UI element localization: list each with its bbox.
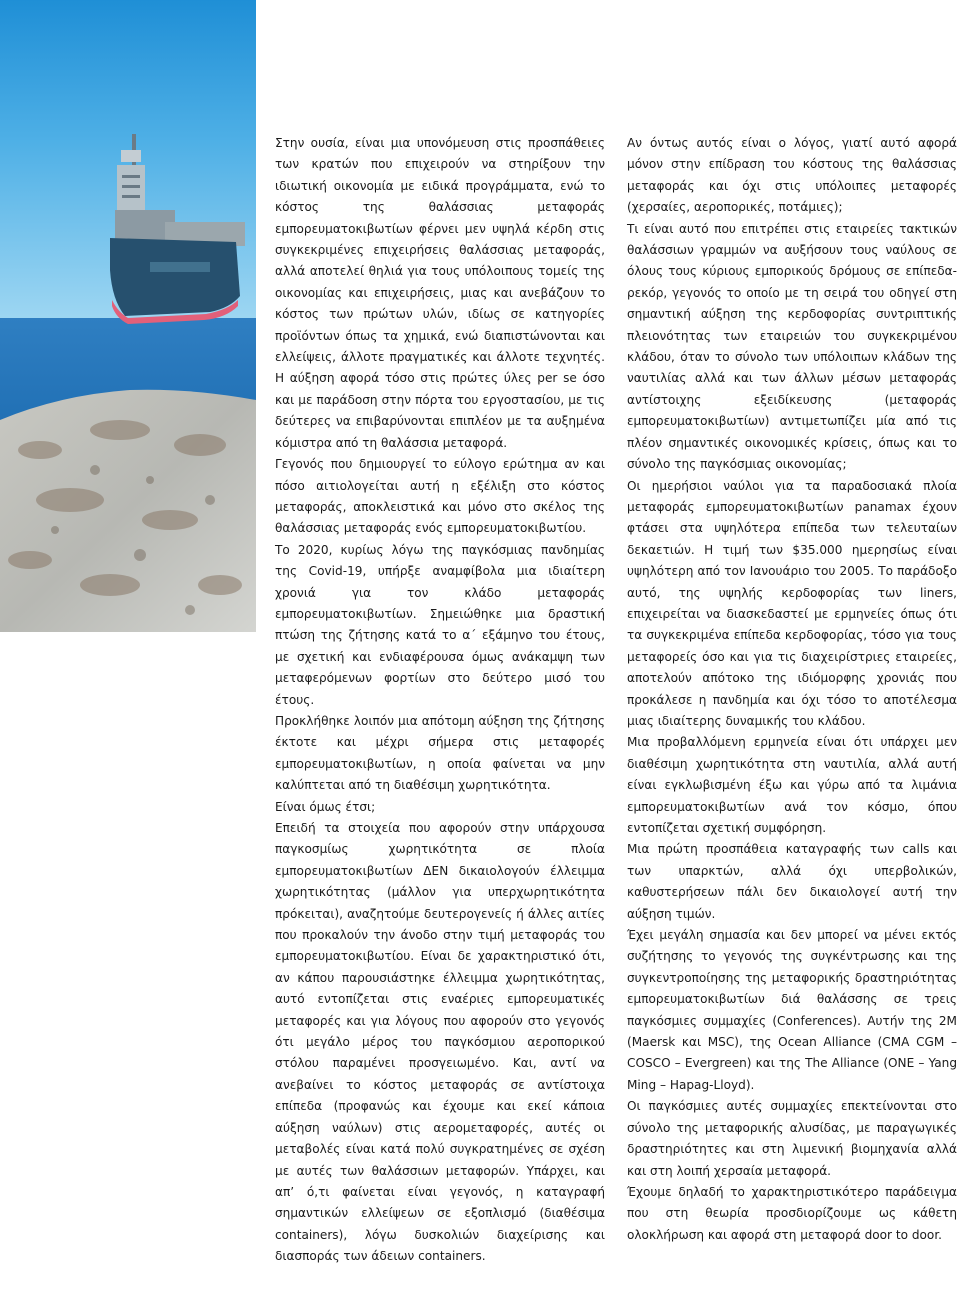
paragraph: Οι ημερήσιοι ναύλοι για τα παραδοσιακά πλοία μεταφοράς εμπορευματοκιβωτίων panamax έχουν φτάσει στα υψηλότερα επίπεδα των τελευταίων δεκαετιών. Η τιμή των $35.000 ημερησίως είναι υψηλότερη από τον Ιανουάριο του 2005. Το παράδοξο αυτό, της υψηλής κερδοφορίας των liners, επιχειρείται να διασκεδαστεί με ερμηνείες όπως ότι τα συγκεκριμένα επίπεδα κερδοφορίας, τόσο για τους μεταφορείς όσο και για τις διαχειρίστριες εταιρείες, αποτελούν απότοκο της ιδιόμορφης χρονιάς που προκάλεσε η πανδημία και όχι τόσο το αποτέλεσμα μιας ιδιαίτερης δυναμικής του κλάδου. [627,478,957,728]
paragraph: Οι παγκόσμιες αυτές συμμαχίες επεκτείνονται στο σύνολο της μεταφορικής αλυσίδας, με παραγωγικές δραστηριότητες και στη λιμενική βιομηχανία αλλά και στη λοιπή χερσαία μεταφορά. [627,1099,957,1178]
paragraph: Επειδή τα στοιχεία που αφορούν στην υπάρχουσα παγκοσμίως χωρητικότητα σε πλοία εμπορευματοκιβωτίων ΔΕΝ δικαιολογούν έλλειμμα χωρητικότητας (μάλλον για υπερχωρητικότητα πρόκειται), αναζητούμε δευτερογενείς ή άλλες αιτίες που προκαλούν την άνοδο στην τιμή μεταφοράς του εμπορευματοκιβωτίου. Είναι δε χαρακτηριστικό ότι, αν κάπου παρουσιάστηκε έλλειμμα χωρητικότητας, αυτό εντοπίζεται στις εναέριες εμπορευματικές μεταφορές και για λόγους που αφορούν στο γεγονός ότι μεγάλο μέρος του παγκόσμιου αεροπορικού στόλου παραμένει προσγειωμένο. Και, αντί να ανεβαίνει το κόστος μεταφοράς σε αντίστοιχα επίπεδα (προφανώς και έχουμε και εκεί κάποια αύξηση ναύλων) στις αερομεταφορές, αυτές οι μεταβολές είναι κατά πολύ συγκρατημένες σε σχέση με αυτές των θαλάσσιων μεταφορών. Υπάρχει, και απ’ ό,τι φαίνεται είναι γεγονός, η καταγραφή σημαντικών ελλείψεων σε εξοπλισμό (διαθέσιμα containers), λόγω δυσκολιών διαχείρισης και διασποράς των άδειων containers. [275,821,605,1264]
paragraph: Γεγονός που δημιουργεί το εύλογο ερώτημα αν και πόσο αιτιολογείται αυτή η εξέλιξη στο κόστος μεταφοράς, αποκλειστικά και μόνο στο σκέλος της θαλάσσιας μεταφοράς ενός εμπορευματοκιβωτίου. [275,457,605,536]
paragraph: Προκλήθηκε λοιπόν μια απότομη αύξηση της ζήτησης έκτοτε και μέχρι σήμερα στις μεταφορές εμπορευματοκιβωτίων, η οποία φαίνεται να μην καλύπτεται από τη διαθέσιμη χωρητικότητα. [275,713,605,793]
ship-photo-illustration [0,0,256,632]
paragraph: Μια προβαλλόμενη ερμηνεία είναι ότι υπάρχει μεν διαθέσιμη χωρητικότητα στη ναυτιλία, αλλά αυτή είναι εγκλωβισμένη έξω και γύρω από τα λιμάνια εμπορευματοκιβωτίων ανά τον κόσμο, όπου εντοπίζεται σχετική συμφόρηση. [627,735,957,835]
paragraph: Μια πρώτη προσπάθεια καταγραφής των calls και των υπαρκτών, αλλά όχι υπερβολικών, καθυστερήσεων πάλι δεν δικαιολογεί αυτή την αύξηση τιμών. [627,842,957,921]
paragraph: Τι είναι αυτό που επιτρέπει στις εταιρείες τακτικών θαλάσσιων γραμμών να αυξήσουν τους ναύλους σε όλους τους κύριους εμπορικούς δρόμους σε επίπεδα-ρεκόρ, γεγονός το οποίο με τη σειρά του οδηγεί στη σημαντική αύξηση της κερδοφορίας συντριπτικής πλειονότητας των εταιρειών του συγκεκριμένου κλάδου, όταν το σύνολο των υπόλοιπων κλάδων της ναυτιλίας αλλά και των άλλων μέσων μεταφοράς αντίστοιχης εξειδίκευσης (μεταφοράς εμπορευματοκιβωτίων) αντιμετωπίζει μία από τις πλέον σημαντικές οικονομικές κρίσεις, όπως και το σύνολο της παγκόσμιας οικονομίας; [627,221,957,472]
article-column-left [275,133,605,1268]
paragraph: Είναι όμως έτσι; [275,799,376,814]
paragraph: Στην ουσία, είναι μια υπονόμευση στις προσπάθειες των κρατών που επιχειρούν να στηρίξουν την ιδιωτική οικονομία με ειδικά προγράμματα, ενώ το κόστος της θαλάσσιας μεταφοράς εμπορευματοκιβωτίων φέρνει μεν υψηλά κέρδη στις συγκεκριμένες επιχειρήσεις θαλάσσιας μεταφοράς, αλλά αποτελεί θηλιά για τους υπόλοιπους τομείς της οικονομίας και επιχειρήσεις, μιας και ανεβάζουν το κόστος των πρώτων υλών, ιδίως σε κατηγορίες προϊόντων όπως τα χημικά, ενώ διαπιστώνονται και ελλείψεις, άλλοτε πραγματικές και άλλοτε τεχνητές. Η αύξηση αφορά τόσο στις πρώτες ύλες per se όσο και με παράδοση στην πόρτα του εργοστασίου, με τις δεύτερες να επιβαρύνονται επιπλέον με τα αυξημένα κόμιστρα από τη θαλάσσια μεταφορά. [275,136,605,450]
paragraph: Το 2020, κυρίως λόγω της παγκόσμιας πανδημίας της Covid-19, υπήρξε αναμφίβολα μια ιδιαίτερη χρονιά για τον κλάδο μεταφοράς εμπορευματοκιβωτίων. Σημειώθηκε μια δραστική πτώση της ζήτησης κατά το α΄ εξάμηνο του έτους, με σχετική και ενδιαφέρουσα όμως ανάκαμψη των μεταφερόμενων φορτίων στο δεύτερο μισό του έτους. [275,542,605,707]
ship-photo [0,0,256,632]
paragraph: Αν όντως αυτός είναι ο λόγος, γιατί αυτό αφορά μόνον στην επίδραση του κόστους της θαλάσσιας μεταφοράς και όχι στις υπόλοιπες μεταφορές (χερσαίες, αεροπορικές, ποτάμιες); [627,136,957,215]
paragraph: Έχουμε δηλαδή το χαρακτηριστικότερο παράδειγμα που στη θεωρία προσδιορίζουμε ως κάθετη ολοκλήρωση και αφορά στη μεταφορά door to door. [627,1184,957,1242]
paragraph: Έχει μεγάλη σημασία και δεν μπορεί να μένει εκτός συζήτησης το γεγονός της συγκέντρωσης και της συγκεντροποίησης της μεταφορικής δραστηριότητας εμπορευματοκιβωτίων διά θαλάσσης σε τρεις παγκόσμιες συμμαχίες (Conferences). Αυτήν της 2M (Maersk και MSC), της Ocean Alliance (CMA CGM – COSCO – Evergreen) και της The Alliance (ONE – Yang Ming – Hapag-Lloyd). [627,928,957,1092]
article-column-right [627,133,957,1246]
